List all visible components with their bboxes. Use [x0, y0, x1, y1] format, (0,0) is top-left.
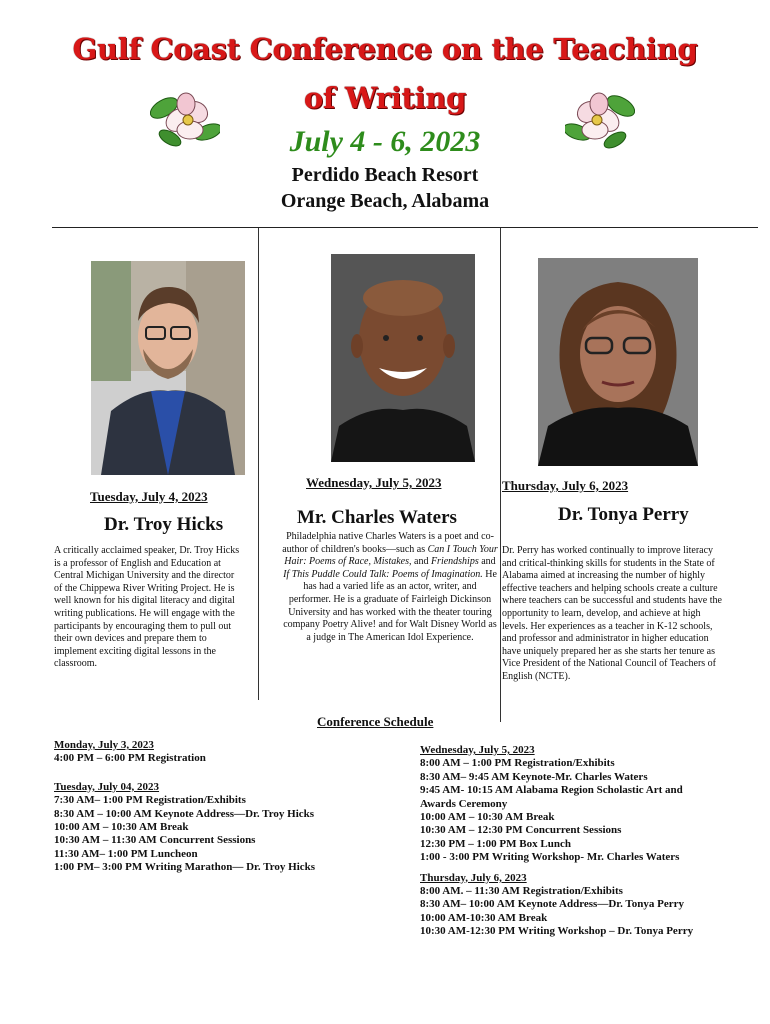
- column-divider-right: [500, 228, 501, 722]
- schedule-item: 1:00 PM– 3:00 PM Writing Marathon— Dr. Troy Hicks: [54, 861, 316, 874]
- schedule-item: 7:30 AM– 1:00 PM Registration/Exhibits: [54, 794, 246, 807]
- thursday-heading: Thursday, July 6, 2023: [420, 871, 527, 884]
- schedule-item: 11:30 AM– 1:00 PM Luncheon: [54, 847, 198, 860]
- speaker1-name: Dr. Troy Hicks: [104, 514, 224, 535]
- speaker1-bio: A critically acclaimed speaker, Dr. Troy Hicks is a professor of English and Education at Central Michigan University and the director of the Chippewa River Writing Project. He is well known for his digital literacy and digital writing publications. He will engage with the participants by encouraging them to pull out their own devices and prepare them to implement exciting digital lessons in the classroom.: [54, 545, 240, 670]
- tuesday-heading: Tuesday, July 04, 2023: [54, 780, 160, 793]
- schedule-right-column: [420, 744, 693, 939]
- schedule-item: 8:30 AM – 10:00 AM Keynote Address—Dr. Troy Hicks: [54, 807, 315, 820]
- schedule-item: 10:30 AM-12:30 PM Writing Workshop – Dr. Tonya Perry: [420, 925, 694, 938]
- schedule-item: 10:00 AM – 10:30 AM Break: [54, 821, 189, 834]
- schedule-item: 12:30 PM – 1:00 PM Box Lunch: [420, 837, 571, 850]
- schedule-item: 8:00 AM. – 11:30 AM Registration/Exhibits: [420, 885, 623, 898]
- speaker1-day: Tuesday, July 4, 2023: [90, 489, 208, 504]
- column-divider-left: [258, 228, 259, 700]
- schedule-item: 10:30 AM – 12:30 PM Concurrent Sessions: [420, 824, 622, 837]
- troy-hicks-photo: [91, 261, 245, 475]
- schedule-item: 9:45 AM- 10:15 AM Alabama Region Scholastic Art and: [420, 784, 683, 797]
- venue-location: Orange Beach, Alabama: [280, 190, 490, 212]
- conference-title-line1: Gulf Coast Conference on the Teaching: [72, 32, 698, 66]
- schedule-item: 8:30 AM– 9:45 AM Keynote-Mr. Charles Waters: [420, 770, 648, 783]
- speaker3-day: Thursday, July 6, 2023: [502, 478, 629, 493]
- schedule-item: Awards Ceremony: [420, 797, 508, 810]
- speaker3-name: Dr. Tonya Perry: [558, 504, 689, 525]
- schedule-item: 10:00 AM-10:30 AM Break: [420, 911, 548, 924]
- conference-dates: July 4 - 6, 2023: [289, 125, 481, 158]
- schedule-item: 1:00 - 3:00 PM Writing Workshop- Mr. Charles Waters: [420, 851, 680, 864]
- conference-title-line2: of Writing: [303, 81, 467, 115]
- speaker2-bio: Philadelphia native Charles Waters is a poet and co-author of children's books—such as Can I Touch Your Hair: Poems of Race, Mistakes, and Friendships and If This Puddle Could Talk: Poems of Imagination. He has had a varied life as an actor, writer, and performer. He is a graduate of Fairleigh Dickinson University and has worked with the theater touring company Poetry Alive! and for Walt Disney World as a judge in The American Idol Experience.: [282, 531, 498, 643]
- schedule-heading: Conference Schedule: [317, 714, 434, 729]
- speaker3-bio: Dr. Perry has worked continually to improve literacy and critical-thinking skills for students in the State of Alabama aimed at increasing the number of highly effective teachers and helping schools create a culture where teachers can be successful and students have the opportunity to learn, develop, and achieve at high levels. Her experiences as a teacher in K-12 schools, and professor and administrator in higher education have uniquely prepared her as she starts her tenure as Vice President of the National Council of Teachers of English (NCTE).: [502, 545, 722, 682]
- tonya-perry-photo: [538, 258, 698, 466]
- venue-name: Perdido Beach Resort: [291, 164, 479, 186]
- schedule-item: 8:00 AM – 1:00 PM Registration/Exhibits: [420, 757, 615, 770]
- speaker2-name: Mr. Charles Waters: [297, 507, 457, 528]
- speaker2-day: Wednesday, July 5, 2023: [306, 475, 442, 490]
- wednesday-heading: Wednesday, July 5, 2023: [420, 744, 535, 756]
- schedule-item: 4:00 PM – 6:00 PM Registration: [54, 752, 206, 765]
- schedule-left-column: [54, 739, 315, 875]
- schedule-item: 10:30 AM – 11:30 AM Concurrent Sessions: [54, 834, 256, 847]
- charles-waters-photo: [331, 254, 475, 462]
- schedule-item: 10:00 AM – 10:30 AM Break: [420, 811, 555, 824]
- header-divider: [52, 227, 758, 228]
- schedule-item: 8:30 AM– 10:00 AM Keynote Address—Dr. Tonya Perry: [420, 898, 684, 911]
- monday-heading: Monday, July 3, 2023: [54, 739, 154, 751]
